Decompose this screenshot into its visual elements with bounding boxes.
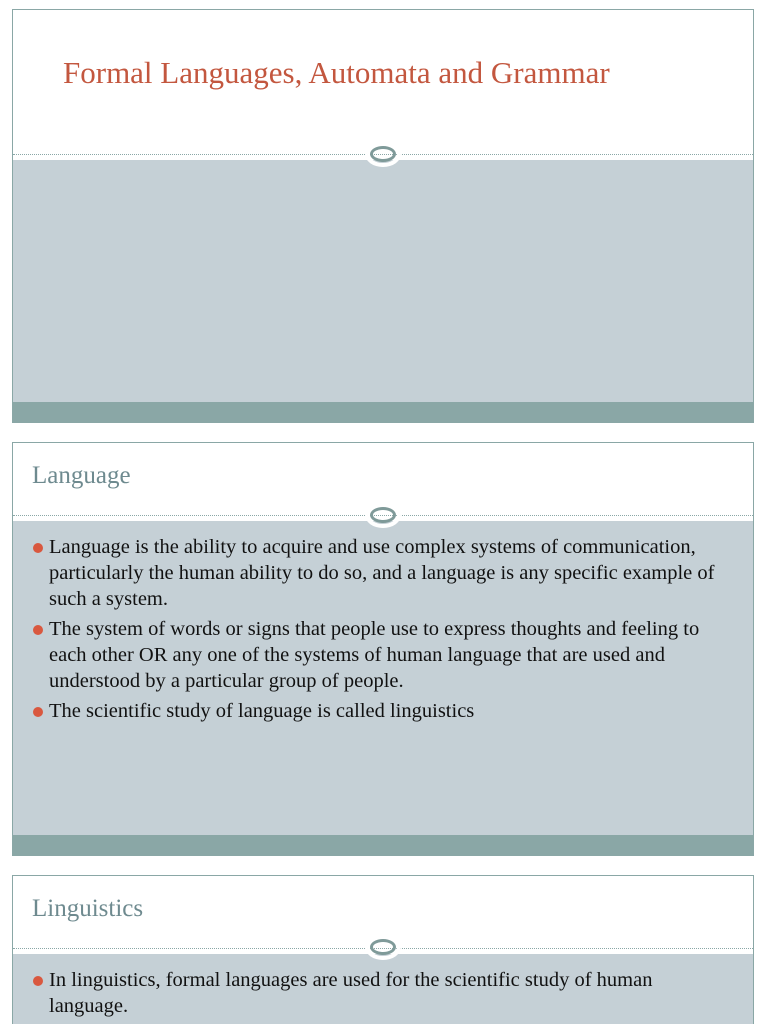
slide-2-footer-band (13, 835, 753, 855)
slide-2-bullet-list (33, 534, 735, 728)
bullet-text: In linguistics, formal languages are used for the scientific study of human language. (49, 969, 653, 1017)
list-item (33, 534, 735, 612)
slide-2 (12, 442, 754, 856)
slide-3-bullet-list (33, 967, 735, 1023)
bullet-text: Language is the ability to acquire and use complex systems of communication, particularly the human ability to do so, and a language is any specific example of such a system. (49, 536, 715, 610)
slide-2-title: Language (32, 462, 131, 489)
slide-3-title: Linguistics (32, 895, 144, 922)
bullet-text: The system of words or signs that people use to express thoughts and feeling to each other OR any one of the systems of human language that are used and understood by a particular group of people. (49, 618, 700, 692)
list-item (33, 967, 735, 1019)
ring-ornament-icon (365, 934, 401, 960)
filled-circle-bullet-icon (33, 543, 43, 553)
slide-1-title: Formal Languages, Automata and Grammar (63, 55, 610, 90)
ring-ornament-icon (365, 141, 401, 167)
filled-circle-bullet-icon (33, 707, 43, 717)
slide-1-footer-band (13, 402, 753, 422)
filled-circle-bullet-icon (33, 976, 43, 986)
list-item (33, 698, 735, 724)
slide-1 (12, 9, 754, 423)
ring-ornament-icon (365, 502, 401, 528)
list-item (33, 616, 735, 694)
slide-3 (12, 875, 754, 1024)
filled-circle-bullet-icon (33, 625, 43, 635)
bullet-text: The scientific study of language is called linguistics (49, 700, 475, 722)
slide-1-header (13, 10, 753, 160)
